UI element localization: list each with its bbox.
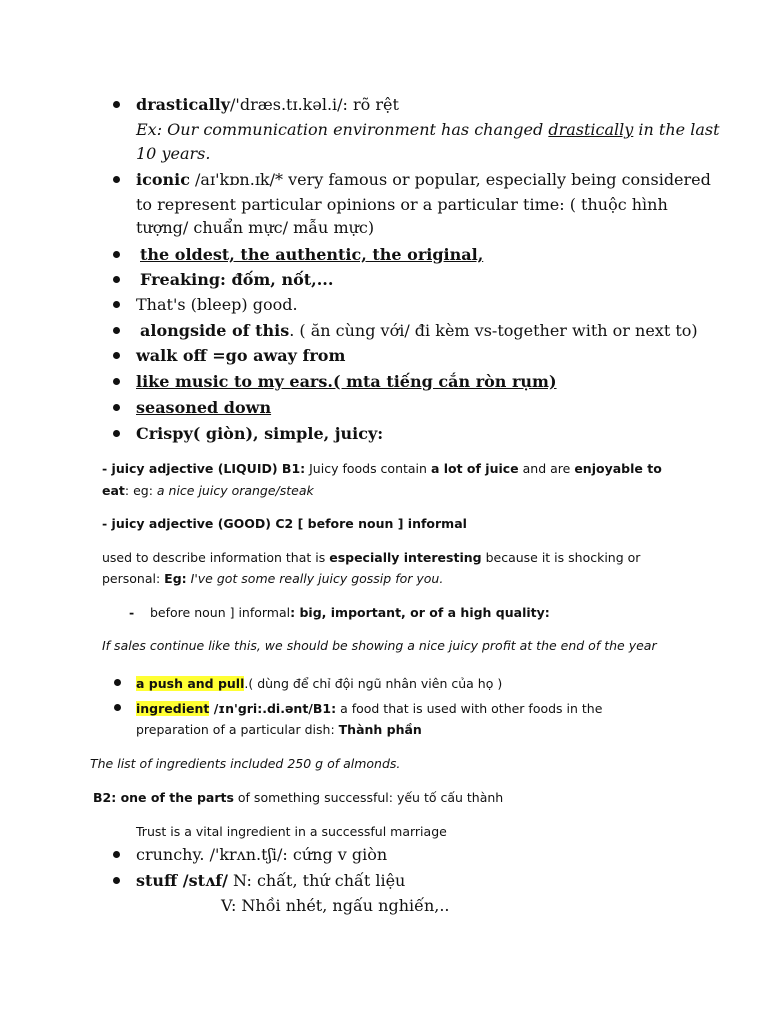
entry-iconic-l3: tượng/ chuẩn mực/ mẫu mực): [136, 218, 375, 237]
trust-example: Trust is a vital ingredient in a successful marriage: [136, 824, 447, 839]
bullet-seasoned: [113, 404, 120, 411]
entry-alongside: alongside of this. ( ăn cùng với/ đi kèm vs-together with or next to): [140, 321, 698, 340]
juicy-good-def: used to describe information that is especially interesting because it is shocking or: [102, 550, 641, 565]
before-noun-dash: -: [129, 605, 135, 620]
example-drastically: Ex: Our communication environment has changed drastically in the last: [136, 120, 720, 139]
bullet-crispy: [113, 430, 120, 437]
bullet-oldest: [113, 251, 120, 258]
juicy-liquid-def: - juicy adjective (LIQUID) B1: Juicy foods contain a lot of juice and are enjoyable to: [102, 461, 662, 476]
juicy-liquid-def-cont: eat: eg: a nice juicy orange/steak: [102, 483, 314, 498]
bullet-bleep: [113, 301, 120, 308]
entry-stuff-verb: V: Nhồi nhét, ngấu nghiến,..: [221, 896, 450, 915]
entry-crunchy: crunchy. /'krʌn.tʃi/: cứng v giòn: [136, 845, 388, 864]
bullet-iconic: [113, 176, 120, 183]
bullet-walk-off: [113, 352, 120, 359]
bullet-alongside: [113, 327, 120, 334]
entry-freaking: Freaking: đốm, nốt,...: [140, 270, 334, 289]
bullet-music: [113, 378, 120, 385]
entry-stuff: stuff /stʌf/ N: chất, thứ chất liệu: [136, 871, 406, 890]
sales-example: If sales continue like this, we should be showing a nice juicy profit at the end of the year: [102, 638, 657, 653]
term-drastically: drastically: [136, 95, 231, 114]
juicy-good-example: personal: Eg: I've got some really juicy gossip for you.: [102, 571, 444, 586]
entry-drastically: [136, 93, 399, 117]
entry-music: like music to my ears.( mta tiếng cắn ròn rụm): [136, 372, 557, 391]
entry-seasoned: seasoned down: [136, 398, 272, 417]
bullet-drastically: [113, 101, 120, 108]
entry-walk-off: walk off =go away from: [136, 346, 346, 365]
pron-drastically: /'dræs.tɪ.kəl.i/: rõ rệt: [230, 95, 399, 114]
juicy-good-heading: - juicy adjective (GOOD) C2 [ before noun ] informal: [102, 516, 467, 531]
bullet-freaking: [113, 276, 120, 283]
example-drastically-cont: 10 years.: [136, 144, 211, 163]
entry-iconic-l2: to represent particular opinions or a particular time: ( thuộc hình: [136, 195, 668, 214]
b2-def: B2: one of the parts of something successful: yếu tố cấu thành: [93, 790, 504, 805]
entry-push: a push and pull.( dùng để chỉ đội ngũ nhân viên của họ ): [136, 676, 503, 691]
bullet-crunchy: [113, 851, 120, 858]
bullet-stuff: [113, 877, 120, 884]
entry-ingredient-cont: preparation of a particular dish: Thành phần: [136, 722, 422, 737]
entry-iconic-l1: iconic /aɪ'kɒn.ɪk/* very famous or popular, especially being considered: [136, 170, 711, 189]
entry-bleep: That's (bleep) good.: [136, 295, 298, 314]
entry-ingredient: ingredient /ɪn'gri:.di.ənt/B1: a food that is used with other foods in the: [136, 701, 603, 716]
before-noun-def: before noun ] informal: big, important, or of a high quality:: [150, 605, 550, 620]
list-example: The list of ingredients included 250 g of almonds.: [90, 756, 401, 771]
entry-oldest: the oldest, the authentic, the original,: [140, 245, 484, 264]
bullet-ingredient: [114, 704, 121, 711]
bullet-push: [114, 679, 121, 686]
entry-crispy: Crispy( giòn), simple, juicy:: [136, 424, 384, 443]
